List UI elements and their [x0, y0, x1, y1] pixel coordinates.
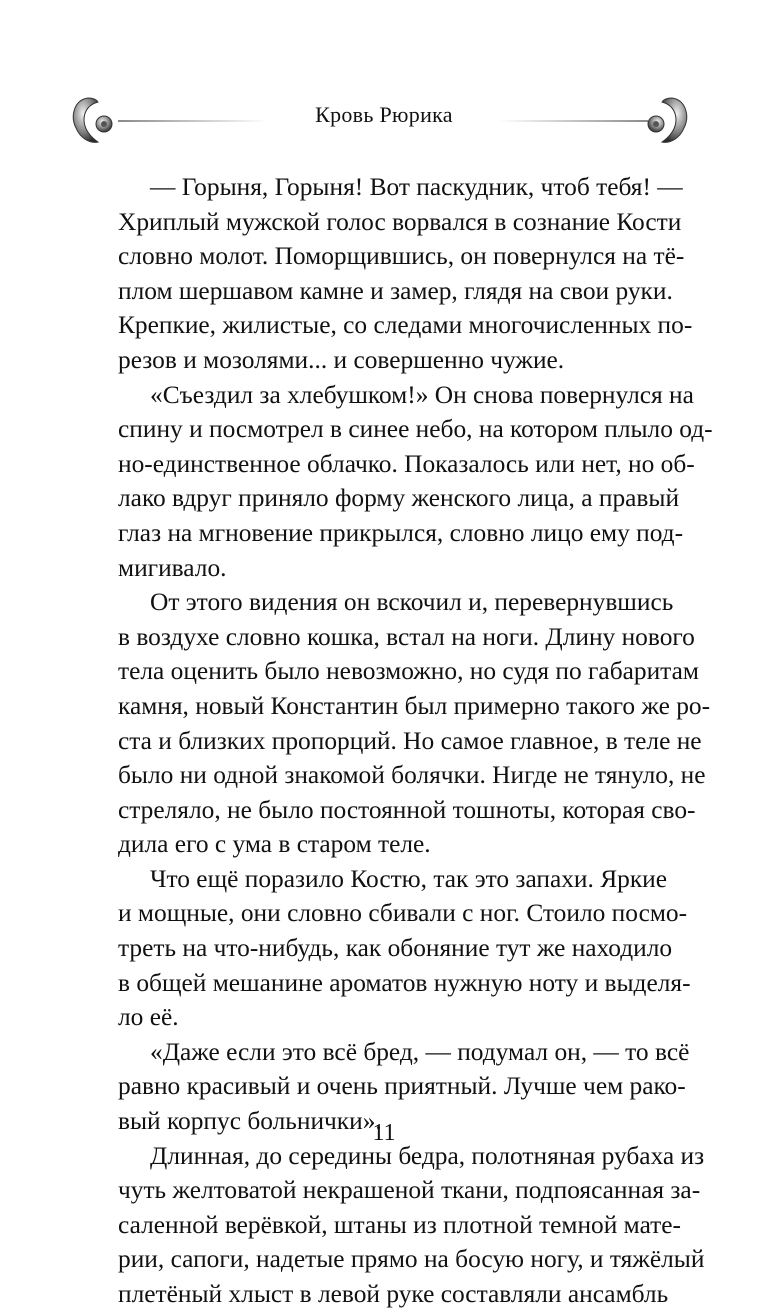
- text-line: словно молот. Поморщившись, он повернулся на тё-: [118, 242, 685, 271]
- text-line: плом шершавом камне и замер, глядя на свои руки.: [118, 276, 673, 305]
- text-line: — Горыня, Горыня! Вот паскудник, чтоб тебя! —: [150, 173, 683, 201]
- running-header: [0, 88, 768, 158]
- text-line: саленной верёвкой, штаны из плотной темной мате-: [118, 1210, 682, 1239]
- text-line: глаз на мгновение прикрылся, словно лицо ему под-: [118, 518, 684, 547]
- text-line: От этого видения он вскочил и, перевернувшись: [150, 588, 674, 617]
- text-line: лако вдруг приняло форму женского лица, а правый: [118, 484, 680, 513]
- text-line: Хриплый мужской голос ворвался в сознание Кости: [118, 207, 682, 236]
- text-line: дила его с ума в старом теле.: [118, 830, 431, 859]
- text-line: и мощные, они словно сбивали с ног. Стоило посмо-: [118, 899, 688, 928]
- running-title: Кровь Рюрика: [315, 102, 453, 127]
- text-line: рии, сапоги, надетые прямо на босую ногу, и тяжёлый: [118, 1245, 705, 1274]
- text-line: камня, новый Константин был примерно такого же ро-: [118, 691, 711, 720]
- text-line: вый корпус больнички».: [118, 1107, 382, 1136]
- text-line: треть на что-нибудь, как обоняние тут же находило: [118, 934, 673, 963]
- ornament-scroll-icon: [638, 94, 692, 148]
- text-line: в воздухе словно кошка, встал на ноги. Длину нового: [118, 622, 695, 651]
- header-rule-right: [498, 120, 648, 122]
- text-line: мигивало.: [118, 553, 227, 582]
- text-line: стреляло, не было постоянной тошноты, которая сво-: [118, 795, 696, 824]
- text-line: «Съездил за хлебушком!» Он снова повернулся на: [150, 380, 694, 409]
- text-line: резов и мозолями... и совершенно чужие.: [118, 345, 565, 374]
- text-line: ло её.: [118, 1003, 179, 1032]
- text-line: спину и посмотрел в синее небо, на котором плыло од-: [118, 415, 713, 444]
- text-line: ста и близких пропорций. Но самое главное, в теле не: [118, 726, 702, 755]
- text-line: тела оценить было невозможно, но судя по габаритам: [118, 657, 699, 686]
- text-line: было ни одной знакомой болячки. Нигде не тянуло, не: [118, 761, 706, 790]
- text-line: Длинная, до середины бедра, полотняная рубаха из: [150, 1141, 705, 1170]
- text-line: «Даже если это всё бред, — подумал он, — то всё: [150, 1037, 690, 1066]
- text-line: но-единственное облачко. Показалось или нет, но об-: [118, 449, 695, 478]
- text-line: чуть желтоватой некрашеной ткани, подпоясанная за-: [118, 1176, 701, 1205]
- text-line: в общей мешанине ароматов нужную ноту и выделя-: [118, 968, 691, 997]
- text-line: Что ещё поразило Костю, так это запахи. Яркие: [150, 864, 668, 893]
- text-line: плетёный хлыст в левой руке составляли ансамбль: [118, 1280, 669, 1308]
- text-line: равно красивый и очень приятный. Лучше чем рако-: [118, 1072, 686, 1101]
- text-line: Крепкие, жилистые, со следами многочисленных по-: [118, 311, 693, 340]
- page-number: 11: [372, 1120, 396, 1146]
